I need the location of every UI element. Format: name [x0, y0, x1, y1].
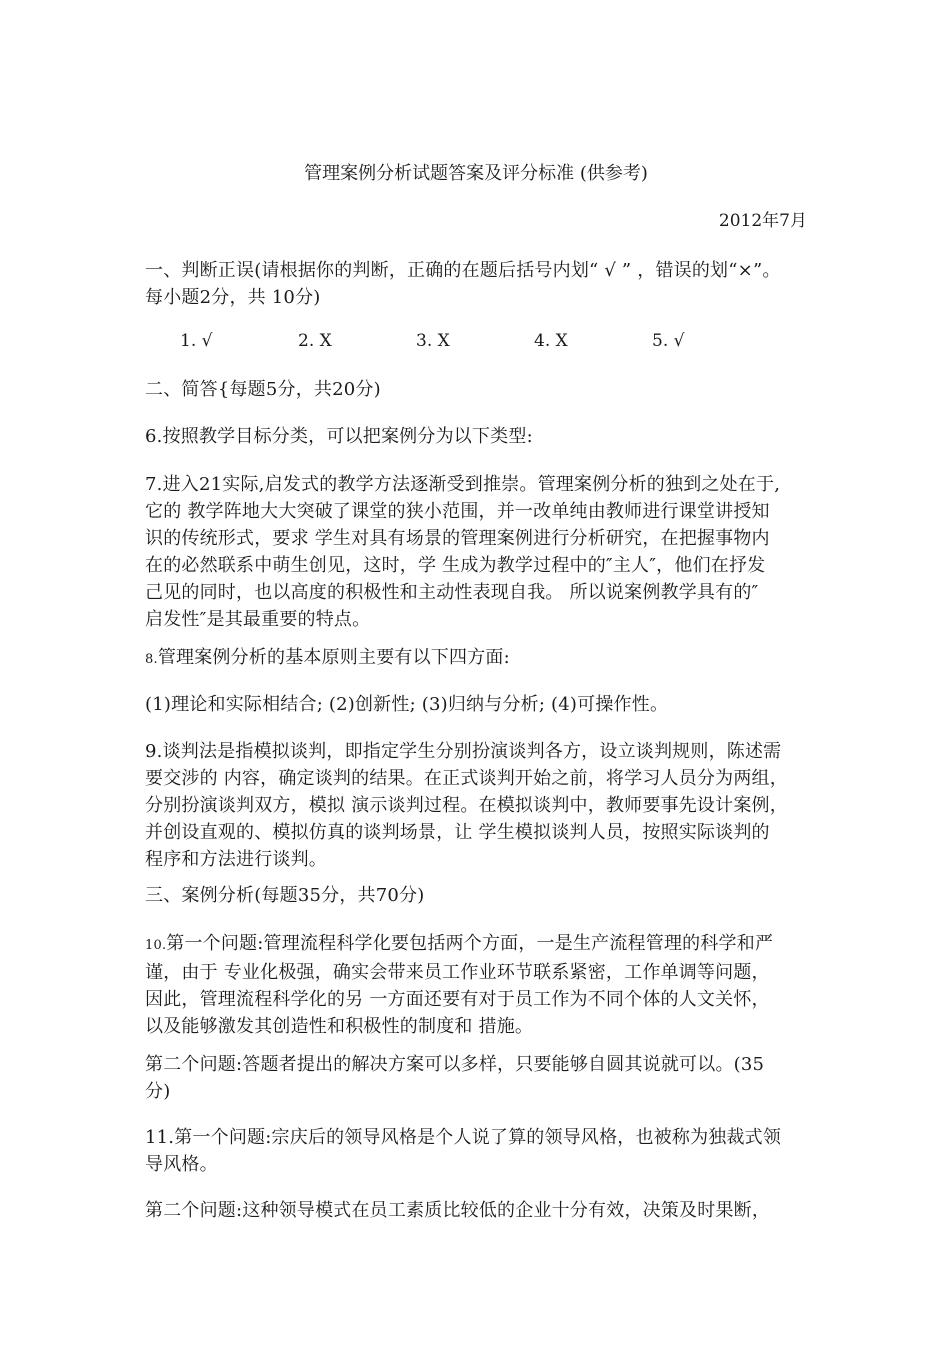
question-11-second: 第二个问题:这种领导模式在员工素质比较低的企业十分有效，决策及时果断， — [145, 1200, 771, 1221]
question-11-line: 导风格。 — [145, 1154, 218, 1175]
section1-heading — [145, 257, 813, 311]
question-10-text: 第一个问题:管理流程科学化要包括两个方面，一是生产流程管理的科学和严 — [166, 933, 774, 954]
question-10-second-line: 分) — [145, 1081, 171, 1102]
question-7-line: 在的必然联系中萌生创见，这时，学 生成为教学过程中的″主人″，他们在抒发 — [145, 555, 766, 576]
question-9-line: 9.谈判法是指模拟谈判，即指定学生分别扮演谈判各方，设立谈判规则，陈述需 — [145, 741, 782, 762]
question-10-line: 以及能够激发其创造性和积极性的制度和 措施。 — [145, 1016, 534, 1037]
question-11-line: 11.第一个问题:宗庆后的领导风格是个人说了算的领导风格，也被称为独裁式领 — [145, 1127, 782, 1148]
answer-item: 4. X — [534, 331, 568, 351]
question-6: 6.按照教学目标分类，可以把案例分为以下类型: — [145, 426, 533, 447]
question-9-line: 要交涉的 内容，确定谈判的结果。在正式谈判开始之前，将学习人员分为两组， — [145, 768, 788, 789]
question-10 — [145, 930, 813, 1040]
answer-list — [180, 328, 770, 354]
question-9-line: 并创设直观的、模拟仿真的谈判场景，让 学生模拟谈判人员，按照实际谈判的 — [145, 822, 770, 843]
question-7-line: 启发性″是其最重要的特点。 — [145, 609, 371, 630]
document-title: 管理案例分析试题答案及评分标准 (供参考) — [304, 163, 648, 184]
question-7-line: 己见的同时，也以高度的积极性和主动性表现自我。 所以说案例教学具有的″ — [145, 582, 759, 603]
question-10-line: 谨，由于 专业化极强，确实会带来员工作业环节联系紧密，工作单调等问题， — [145, 962, 770, 983]
question-10-second-line: 第二个问题:答题者提出的解决方案可以多样，只要能够自圆其说就可以。(35 — [145, 1054, 765, 1075]
section2-heading: 二、简答{每题5分，共20分) — [145, 379, 381, 400]
section1-heading-line: 每小题2分，共 10分) — [145, 287, 321, 308]
section1-heading-line: 一、判断正误(请根据你的判断，正确的在题后括号内划“ √ ” ，错误的划“×”。 — [145, 260, 781, 281]
question-7 — [145, 471, 813, 633]
question-11 — [145, 1124, 813, 1178]
question-7-line: 它的 教学阵地大大突破了课堂的狭小范围，并一改单纯由教师进行课堂讲授知 — [145, 501, 770, 522]
question-9-line: 分别扮演谈判双方，模拟 演示谈判过程。在模拟谈判中，教师要事先设计案例， — [145, 795, 788, 816]
answer-item: 3. X — [416, 331, 450, 351]
question-9-line: 程序和方法进行谈判。 — [145, 849, 327, 870]
document-date: 2012年7月 — [718, 211, 807, 231]
question-8-principles: (1)理论和实际相结合; (2)创新性; (3)归纳与分析; (4)可操作性。 — [145, 694, 669, 715]
answer-item: 2. X — [298, 331, 332, 351]
question-10-number: 10. — [145, 938, 167, 953]
answer-item: 5. √ — [652, 331, 685, 351]
section3-heading: 三、案例分析(每题35分，共70分) — [145, 885, 425, 906]
question-10-second — [145, 1051, 813, 1105]
question-8-text: 管理案例分析的基本原则主要有以下四方面: — [157, 647, 510, 668]
question-8-number: 8. — [145, 652, 158, 667]
answer-item: 1. √ — [180, 331, 213, 351]
question-7-line: 7.进入21实际,启发式的教学方法逐渐受到推崇。管理案例分析的独到之处在于, — [145, 474, 781, 495]
question-9 — [145, 738, 813, 873]
question-10-line: 因此，管理流程科学化的另 一方面还要有对于员工作为不同个体的人文关怀， — [145, 989, 770, 1010]
question-10-line — [145, 930, 813, 959]
question-8 — [145, 644, 813, 673]
question-7-line: 识的传统形式，要求 学生对具有场景的管理案例进行分析研究，在把握事物内 — [145, 528, 770, 549]
